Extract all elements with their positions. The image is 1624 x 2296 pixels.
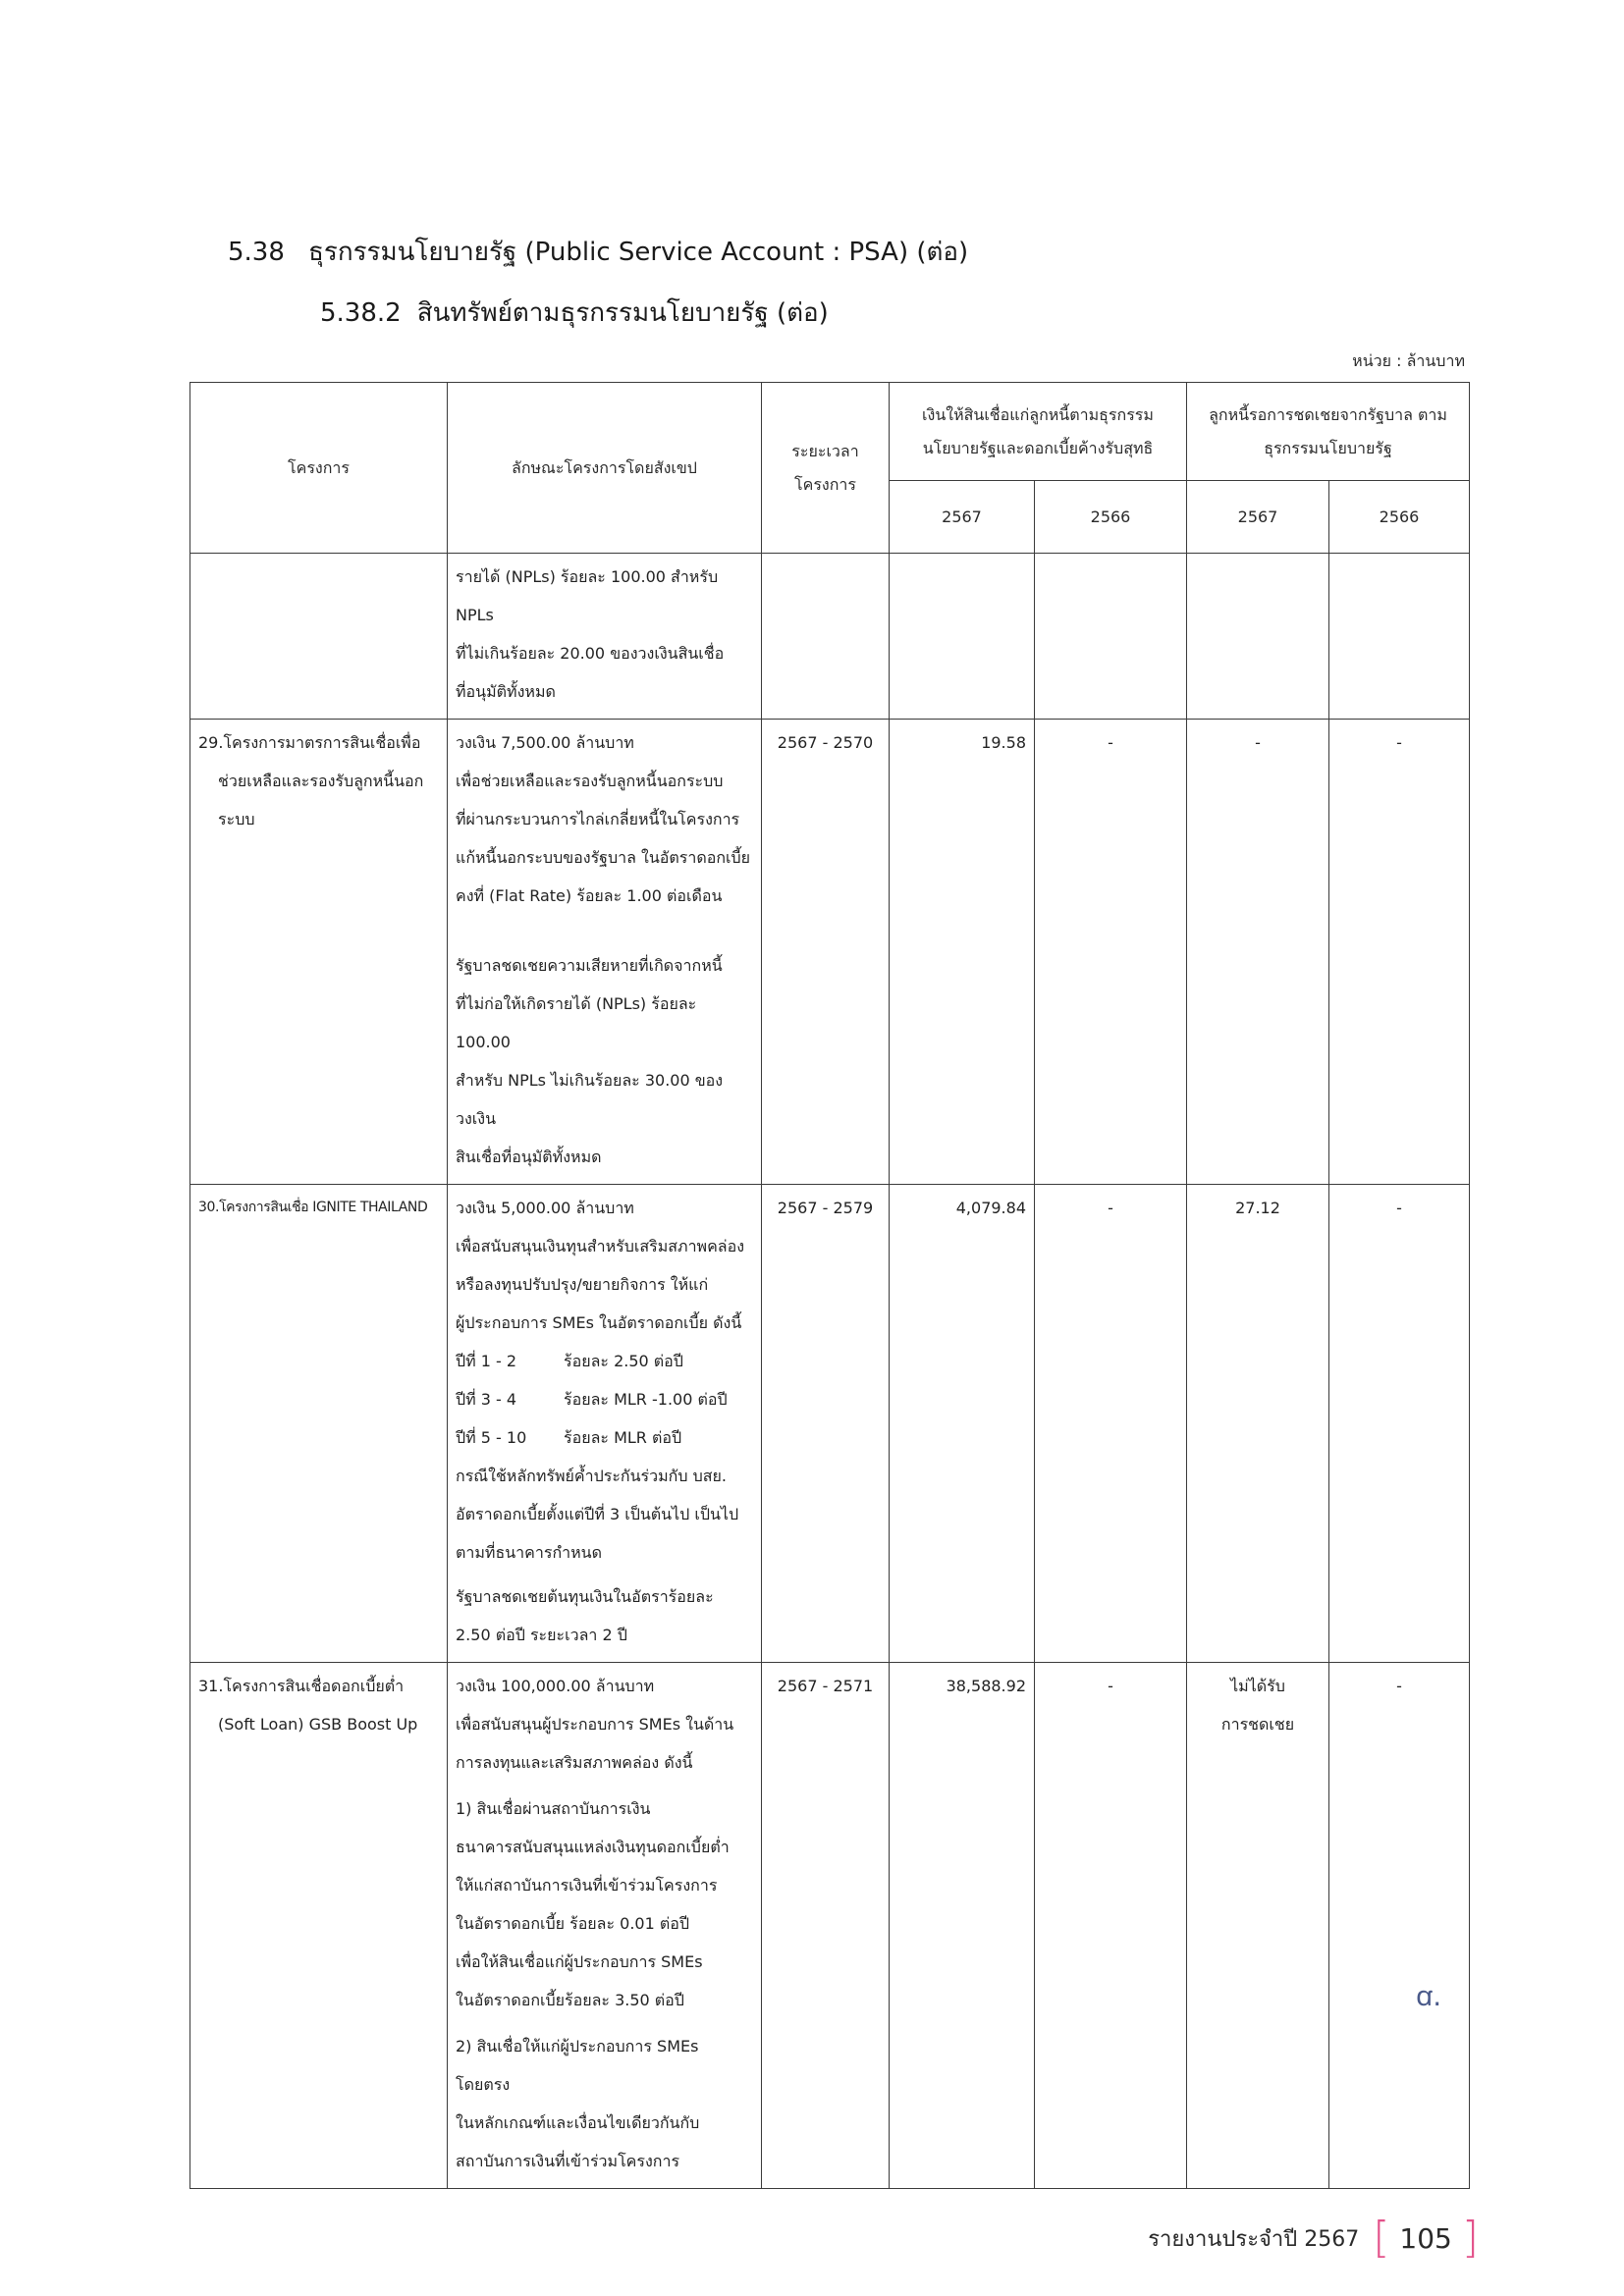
header-period (762, 383, 890, 554)
period-29: 2567 - 2570 (762, 720, 890, 1185)
header-loans-2567: 2567 (890, 481, 1035, 554)
project-31: 31.โครงการสินเชื่อดอกเบี้ยต่ำ (Soft Loan) GSB Boost Up (190, 1663, 448, 2189)
page-number: 105 (1399, 2221, 1452, 2255)
table-row-29 (190, 720, 1470, 1185)
header-receivable-text: ลูกหนี้รอการชดเชยจากรัฐบาล ตามธุรกรรมนโยบายรัฐ (1209, 404, 1447, 457)
summary-31: วงเงิน 100,000.00 ล้านบาท เพื่อสนับสนุนผู้ประกอบการ SMEs ในด้าน การลงทุนและเสริมสภาพคล่อง ดังนี้ 1) สินเชื่อผ่านสถาบันการเงิน ธนาคารสนับสนุนแหล่งเงินทุนดอกเบี้ยต่ำ ให้แก่สถาบันการเงินที่เข้าร่วมโครงการ ในอัตราดอกเบี้ย ร้อยละ 0.01 ต่อปี เพื่อให้สินเชื่อแก่ผู้ประกอบการ SMEs ในอัตราดอกเบี้ยร้อยละ 3.50 ต่อปี 2) สินเชื่อให้แก่ผู้ประกอบการ SMEs โดยตรง ในหลักเกณฑ์และเงื่อนไขเดียวกันกับ สถาบันการเงินที่เข้าร่วมโครงการ (448, 1663, 762, 2189)
summary-30: วงเงิน 5,000.00 ล้านบาท เพื่อสนับสนุนเงินทุนสำหรับเสริมสภาพคล่อง หรือลงทุนปรับปรุง/ขยายกิจการ ให้แก่ ผู้ประกอบการ SMEs ในอัตราดอกเบี้ย ดังนี้ ปีที่ 1 - 2 ร้อยละ 2.50 ต่อปี ปีที่ 3 - 4 ร้อยละ MLR -1.00 ต่อปี ปีที่ 5 - 10 ร้อยละ MLR ต่อปี กรณีใช้หลักทรัพย์ค้ำประกันร่วมกับ บสย. อัตราดอกเบี้ยตั้งแต่ปีที่ 3 เป็นต้นไป เป็นไป ตามที่ธนาคารกำหนด รัฐบาลชดเชยต้นทุนเงินในอัตราร้อยละ 2.50 ต่อปี ระยะเวลา 2 ปี (448, 1185, 762, 1663)
section-title: ธุรกรรมนโยบายรัฐ (Public Service Account : PSA) (ต่อ) (308, 238, 969, 267)
rate-schedule-3: ปีที่ 5 - 10 ร้อยละ MLR ต่อปี (456, 1428, 682, 1447)
period-31: 2567 - 2571 (762, 1663, 890, 2189)
header-receivable-group (1187, 383, 1470, 481)
subsection-number: 5.38.2 (320, 298, 402, 328)
loan-2566-29: - (1035, 720, 1187, 1185)
header-period-text: ระยะเวลา โครงการ (791, 441, 859, 494)
section-number: 5.38 (228, 238, 285, 267)
period-30: 2567 - 2579 (762, 1185, 890, 1663)
summary-29: วงเงิน 7,500.00 ล้านบาท เพื่อช่วยเหลือและรองรับลูกหนี้นอกระบบ ที่ผ่านกระบวนการไกล่เกลี่ยหนี้ในโครงการ แก้หนี้นอกระบบของรัฐบาล ในอัตราดอกเบี้ย คงที่ (Flat Rate) ร้อยละ 1.00 ต่อเดือน รัฐบาลชดเชยความเสียหายที่เกิดจากหนี้ ที่ไม่ก่อให้เกิดรายได้ (NPLs) ร้อยละ 100.00 สำหรับ NPLs ไม่เกินร้อยละ 30.00 ของวงเงิน สินเชื่อที่อนุมัติทั้งหมด (448, 720, 762, 1185)
loan-2567-31: 38,588.92 (890, 1663, 1035, 2189)
recv-2567-30: 27.12 (1187, 1185, 1329, 1663)
page-footer (1148, 2213, 1479, 2263)
section-heading (228, 232, 968, 272)
subsection-title: สินทรัพย์ตามธุรกรรมนโยบายรัฐ (ต่อ) (416, 298, 829, 328)
loan-2566-30: - (1035, 1185, 1187, 1663)
project-30: 30.โครงการสินเชื่อ IGNITE THAILAND (190, 1185, 448, 1663)
recv-2566-29: - (1329, 720, 1470, 1185)
table-row-continuation (190, 554, 1470, 720)
loan-2567-29: 19.58 (890, 720, 1035, 1185)
report-label: รายงานประจำปี 2567 (1148, 2226, 1360, 2252)
recv-2566-31: - (1329, 1663, 1470, 2189)
header-loans-group (890, 383, 1187, 481)
recv-2566-30: - (1329, 1185, 1470, 1663)
header-summary: ลักษณะโครงการโดยสังเขป (448, 383, 762, 554)
subsection-heading (320, 293, 829, 333)
recv-2567-29: - (1187, 720, 1329, 1185)
header-recv-2566: 2566 (1329, 481, 1470, 554)
recv-2567-31: ไม่ได้รับ การชดเชย (1187, 1663, 1329, 2189)
header-recv-2567: 2567 (1187, 481, 1329, 554)
continuation-text: รายได้ (NPLs) ร้อยละ 100.00 สำหรับ NPLs ที่ไม่เกินร้อยละ 20.00 ของวงเงินสินเชื่อ ที่อนุมัติทั้งหมด (448, 554, 762, 720)
left-bracket-icon: [ (1373, 2213, 1390, 2263)
table-row-31 (190, 1663, 1470, 2189)
loan-2566-31: - (1035, 1663, 1187, 2189)
rate-schedule-2: ปีที่ 3 - 4 ร้อยละ MLR -1.00 ต่อปี (456, 1390, 728, 1409)
header-loans-2566: 2566 (1035, 481, 1187, 554)
psa-assets-table (189, 382, 1470, 2189)
rate-schedule-1: ปีที่ 1 - 2 ร้อยละ 2.50 ต่อปี (456, 1352, 683, 1370)
loan-2567-30: 4,079.84 (890, 1185, 1035, 1663)
initial-mark: ꭤ. (1416, 1980, 1442, 2012)
header-project: โครงการ (190, 383, 448, 554)
table-row-30 (190, 1185, 1470, 1663)
header-loans-text: เงินให้สินเชื่อแก่ลูกหนี้ตามธุรกรรม นโยบายรัฐและดอกเบี้ยค้างรับสุทธิ (922, 404, 1154, 457)
right-bracket-icon: ] (1461, 2213, 1479, 2263)
unit-label: หน่วย : ล้านบาท (1352, 351, 1465, 370)
project-29: 29.โครงการมาตรการสินเชื่อเพื่อ ช่วยเหลือและรองรับลูกหนี้นอก ระบบ (190, 720, 448, 1185)
